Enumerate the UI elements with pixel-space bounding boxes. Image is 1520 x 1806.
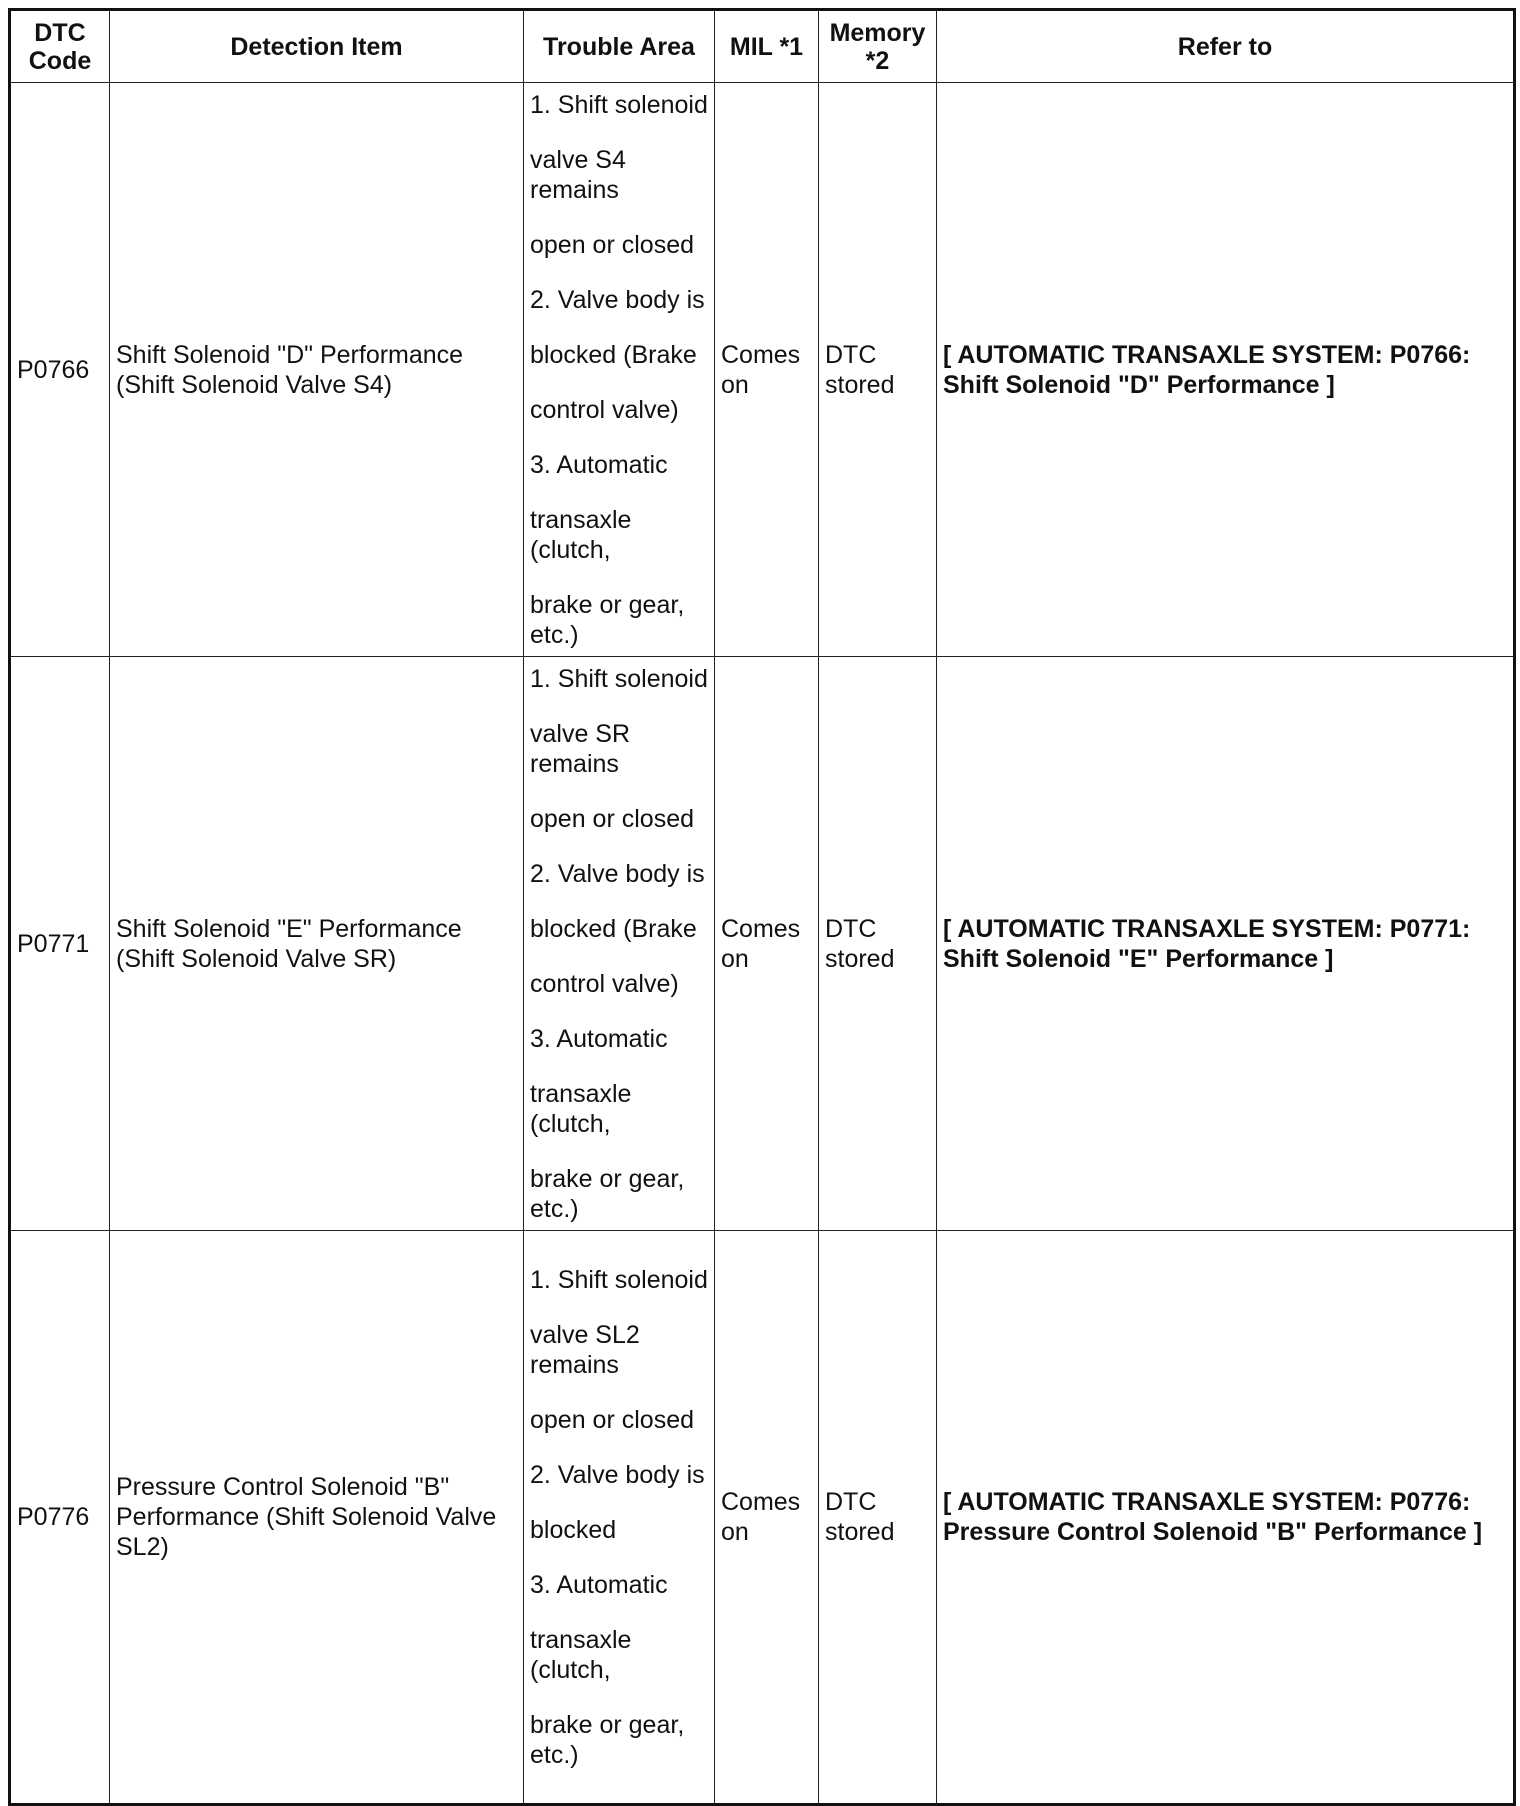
detection-item-cell: Shift Solenoid "E" Performance (Shift Solenoid Valve SR) — [110, 657, 524, 1231]
trouble-area-line: 2. Valve body is — [530, 1460, 705, 1489]
header-dtc-code: DTC Code — [10, 10, 110, 83]
trouble-area-line: blocked (Brake — [530, 340, 697, 369]
refer-to-link[interactable]: [ AUTOMATIC TRANSAXLE SYSTEM: P0771: Shift Solenoid "E" Performance ] — [937, 657, 1515, 1231]
trouble-area-line: 1. Shift solenoid — [530, 664, 708, 693]
trouble-area-line: control valve) — [530, 969, 679, 998]
trouble-area-line: 1. Shift solenoid — [530, 90, 708, 119]
header-detection-item: Detection Item — [110, 10, 524, 83]
header-row — [10, 10, 1515, 83]
header-mil: MIL *1 — [715, 10, 819, 83]
refer-to-link[interactable]: [ AUTOMATIC TRANSAXLE SYSTEM: P0766: Shift Solenoid "D" Performance ] — [937, 83, 1515, 657]
trouble-area-line: valve SR remains — [530, 719, 631, 778]
table-body — [10, 83, 1515, 1805]
trouble-area-line: brake or gear, etc.) — [530, 1164, 685, 1223]
detection-item-cell: Shift Solenoid "D" Performance (Shift Solenoid Valve S4) — [110, 83, 524, 657]
table-row — [10, 1231, 1515, 1805]
trouble-area-cell — [524, 1231, 715, 1805]
trouble-area-line: control valve) — [530, 395, 679, 424]
trouble-area-line: blocked (Brake — [530, 914, 697, 943]
dtc-table — [8, 8, 1516, 1806]
memory-cell: DTC stored — [819, 83, 937, 657]
header-memory: Memory *2 — [819, 10, 937, 83]
trouble-area-cell — [524, 657, 715, 1231]
trouble-area-line: 2. Valve body is — [530, 285, 705, 314]
mil-cell: Comes on — [715, 657, 819, 1231]
trouble-area-line: brake or gear, etc.) — [530, 590, 685, 649]
detection-item-cell: Pressure Control Solenoid "B" Performance (Shift Solenoid Valve SL2) — [110, 1231, 524, 1805]
trouble-area-line: 2. Valve body is — [530, 859, 705, 888]
trouble-area-line: open or closed — [530, 1405, 695, 1434]
header-refer-to: Refer to — [937, 10, 1515, 83]
memory-cell: DTC stored — [819, 1231, 937, 1805]
trouble-area-line: 1. Shift solenoid — [530, 1265, 708, 1294]
trouble-area-line: valve S4 remains — [530, 145, 626, 204]
trouble-area-line: 3. Automatic — [530, 450, 668, 479]
dtc-code-cell: P0766 — [10, 83, 110, 657]
dtc-code-cell: P0771 — [10, 657, 110, 1231]
trouble-area-line: 3. Automatic — [530, 1024, 668, 1053]
trouble-area-line: transaxle (clutch, — [530, 1625, 632, 1684]
trouble-area-line: valve SL2 remains — [530, 1320, 640, 1379]
table-header — [10, 10, 1515, 83]
header-trouble-area: Trouble Area — [524, 10, 715, 83]
mil-cell: Comes on — [715, 1231, 819, 1805]
trouble-area-line: transaxle (clutch, — [530, 505, 632, 564]
table-row — [10, 657, 1515, 1231]
dtc-code-cell: P0776 — [10, 1231, 110, 1805]
table-row — [10, 83, 1515, 657]
trouble-area-line: 3. Automatic — [530, 1570, 668, 1599]
trouble-area-line: blocked — [530, 1515, 617, 1544]
memory-cell: DTC stored — [819, 657, 937, 1231]
mil-cell: Comes on — [715, 83, 819, 657]
trouble-area-line: open or closed — [530, 230, 695, 259]
refer-to-link[interactable]: [ AUTOMATIC TRANSAXLE SYSTEM: P0776: Pressure Control Solenoid "B" Performance ] — [937, 1231, 1515, 1805]
trouble-area-cell — [524, 83, 715, 657]
trouble-area-line: brake or gear, etc.) — [530, 1710, 685, 1769]
trouble-area-line: open or closed — [530, 804, 695, 833]
trouble-area-line: transaxle (clutch, — [530, 1079, 632, 1138]
